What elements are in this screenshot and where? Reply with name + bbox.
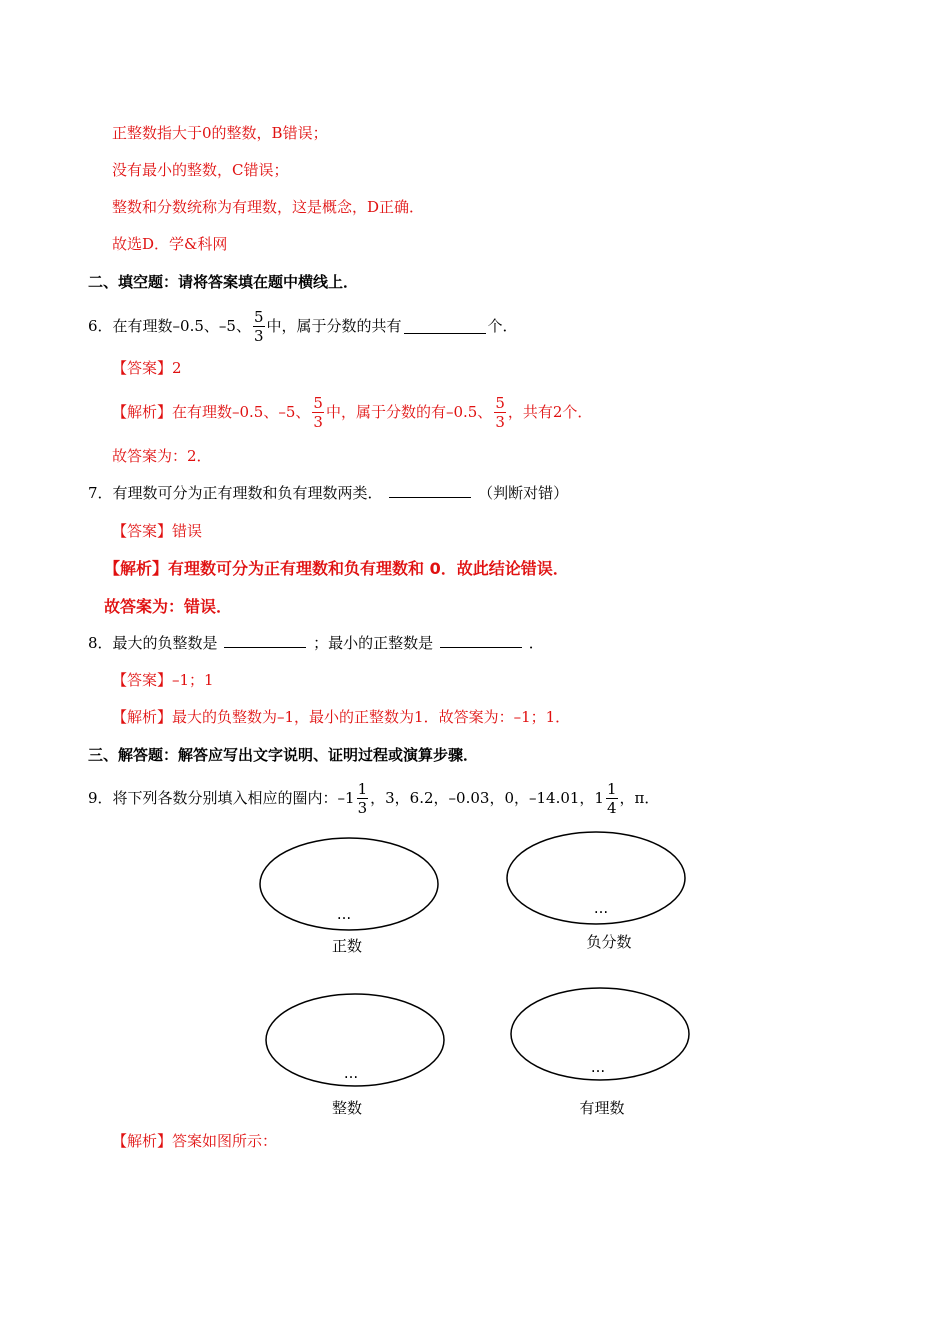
q7-answer: 【答案】错误 — [112, 522, 203, 540]
q5-line-4: 故选D．学&科网 — [112, 235, 228, 253]
q6-answer-blank[interactable] — [404, 319, 486, 334]
oval-4-label: 有理数 — [579, 1099, 625, 1117]
q9-fraction-2: $\frac{1}{4}$ — [606, 779, 617, 817]
q8-answer: 【答案】–1；1 — [112, 671, 214, 689]
section-2-header: 二、填空题：请将答案填在题中横线上． — [88, 273, 359, 291]
q6-analysis-fraction-1: $\frac{5}{3}$ — [313, 393, 323, 431]
q8-question: 8．最大的负整数是 ；最小的正整数是 ． — [88, 634, 544, 652]
q8-blank-2[interactable] — [440, 633, 522, 648]
q5-line-1: 正整数指大于0的整数，B错误； — [112, 124, 328, 142]
q7-answer-blank[interactable] — [389, 483, 471, 498]
oval-1-dots: ... — [336, 905, 352, 923]
oval-diagram — [0, 820, 950, 1140]
q6-answer: 【答案】2 — [112, 359, 182, 377]
q9-question: 9．将下列各数分别填入相应的圈内：–1 $\frac{1}{3}$ ，3，6.2，–0.03，0，–14.01，1 $\frac{1}{4}$ ，π． — [88, 779, 660, 817]
q7-analysis: 【解析】有理数可分为正有理数和负有理数和 0．故此结论错误． — [104, 559, 569, 578]
q5-line-3: 整数和分数统称为有理数，这是概念，D正确． — [112, 198, 425, 216]
section-3-header: 三、解答题：解答应写出文字说明、证明过程或演算步骤． — [88, 746, 479, 764]
oval-3-dots: ... — [343, 1064, 359, 1082]
q9-fraction-1: $\frac{1}{3}$ — [357, 779, 368, 817]
q6-question — [88, 304, 518, 348]
q7-conclusion: 故答案为：错误． — [104, 597, 233, 616]
oval-2-dots: ... — [593, 899, 609, 917]
oval-3-label: 整数 — [331, 1099, 362, 1117]
q6-suffix: 个． — [487, 317, 518, 335]
q7-question: 7．有理数可分为正有理数和负有理数两类． （判断对错） — [88, 484, 569, 502]
q6-middle: 中，属于分数的共有 — [266, 317, 402, 335]
oval-1-label: 正数 — [331, 937, 362, 955]
q6-prefix: 6．在有理数–0.5、–5、 — [88, 317, 251, 335]
q6-fraction: $\frac{5}{3}$ — [253, 307, 264, 345]
q8-analysis: 【解析】最大的负整数为–1，最小的正整数为1．故答案为：–1；1． — [112, 708, 571, 726]
oval-2-label: 负分数 — [586, 933, 632, 951]
oval-4-dots: ... — [590, 1058, 606, 1076]
q6-conclusion: 故答案为：2． — [112, 447, 212, 465]
q8-blank-1[interactable] — [224, 633, 306, 648]
q6-analysis-fraction-2: $\frac{5}{3}$ — [495, 393, 505, 431]
q5-line-2: 没有最小的整数，C错误； — [112, 161, 289, 179]
q9-analysis: 【解析】答案如图所示： — [112, 1132, 278, 1150]
q6-analysis: 【解析】在有理数–0.5、–5、 $\frac{5}{3}$ 中，属于分数的有–0.5、 $\frac{5}{3}$ ，共有2个． — [112, 393, 593, 431]
